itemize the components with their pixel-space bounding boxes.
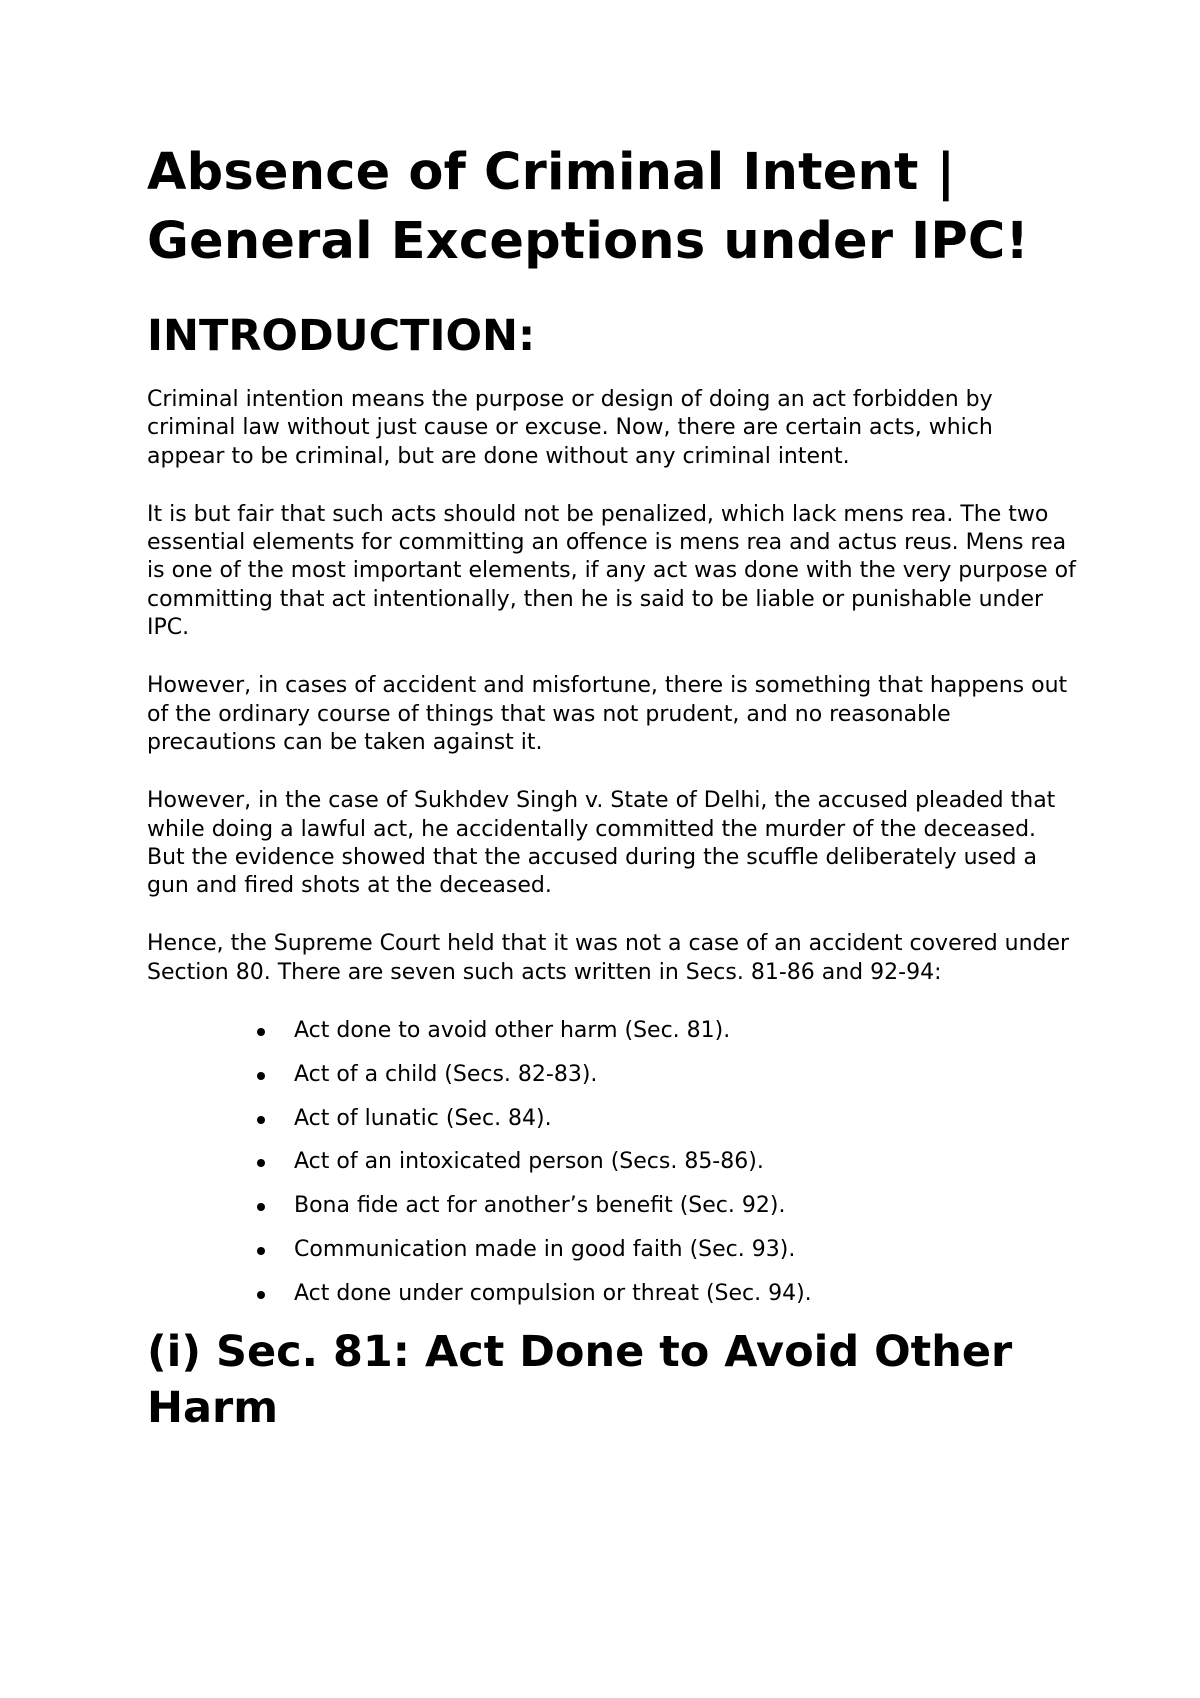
bullet-icon xyxy=(257,1203,265,1211)
list-item xyxy=(257,1192,1077,1220)
paragraph: However, in the case of Sukhdev Singh v. State of Delhi, the accused pleaded that while doing a lawful act, he accidentally committed the murder of the deceased. But the evidence showed that the accused during the scuffle deliberately used a gun and fired shots at the deceased. xyxy=(147,788,1056,899)
subsection-heading-sec-81: (i) Sec. 81: Act Done to Avoid Other Harm xyxy=(147,1326,1013,1433)
list-item-text: Act of lunatic (Sec. 84). xyxy=(294,1105,552,1131)
list-item-text: Bona fide act for another’s benefit (Sec. 92). xyxy=(294,1193,786,1219)
list-item-text: Communication made in good faith (Sec. 93). xyxy=(294,1237,796,1263)
list-item xyxy=(257,1148,1077,1176)
list-item-text: Act of a child (Secs. 82-83). xyxy=(294,1061,598,1087)
list-item xyxy=(257,1105,1077,1133)
bullet-icon xyxy=(257,1247,265,1255)
list-item xyxy=(257,1236,1077,1264)
section-heading-introduction: INTRODUCTION: xyxy=(147,311,536,361)
document-title: Absence of Criminal Intent | General Exceptions under IPC! xyxy=(147,143,1029,271)
bullet-icon xyxy=(257,1072,265,1080)
paragraph: However, in cases of accident and misfortune, there is something that happens out of the ordinary course of things that was not prudent, and no reasonable precautions can be taken against it. xyxy=(147,673,1068,755)
bullet-icon xyxy=(257,1116,265,1124)
list-item xyxy=(257,1017,1077,1045)
document-page xyxy=(147,138,1077,1436)
list-item xyxy=(257,1061,1077,1089)
paragraph: It is but fair that such acts should not be penalized, which lack mens rea. The two essential elements for committing an offence is mens rea and actus reus. Mens rea is one of the most important elements, if any act was done with the very purpose of committing that act intentionally, then he is said to be liable or punishable under IPC. xyxy=(147,501,1076,641)
bullet-icon xyxy=(257,1291,265,1299)
bullet-icon xyxy=(257,1159,265,1167)
list-item xyxy=(257,1280,1077,1308)
list-item-text: Act done under compulsion or threat (Sec. 94). xyxy=(294,1280,812,1306)
exceptions-list xyxy=(147,1017,1077,1308)
list-item-text: Act of an intoxicated person (Secs. 85-86). xyxy=(294,1149,764,1175)
paragraph: Criminal intention means the purpose or design of doing an act forbidden by criminal law without just cause or excuse. Now, there are certain acts, which appear to be criminal, but are done without any criminal intent. xyxy=(147,387,993,469)
paragraph: Hence, the Supreme Court held that it was not a case of an accident covered under Section 80. There are seven such acts written in Secs. 81-86 and 92-94: xyxy=(147,931,1070,985)
bullet-icon xyxy=(257,1028,265,1036)
list-item-text: Act done to avoid other harm (Sec. 81). xyxy=(294,1018,731,1044)
